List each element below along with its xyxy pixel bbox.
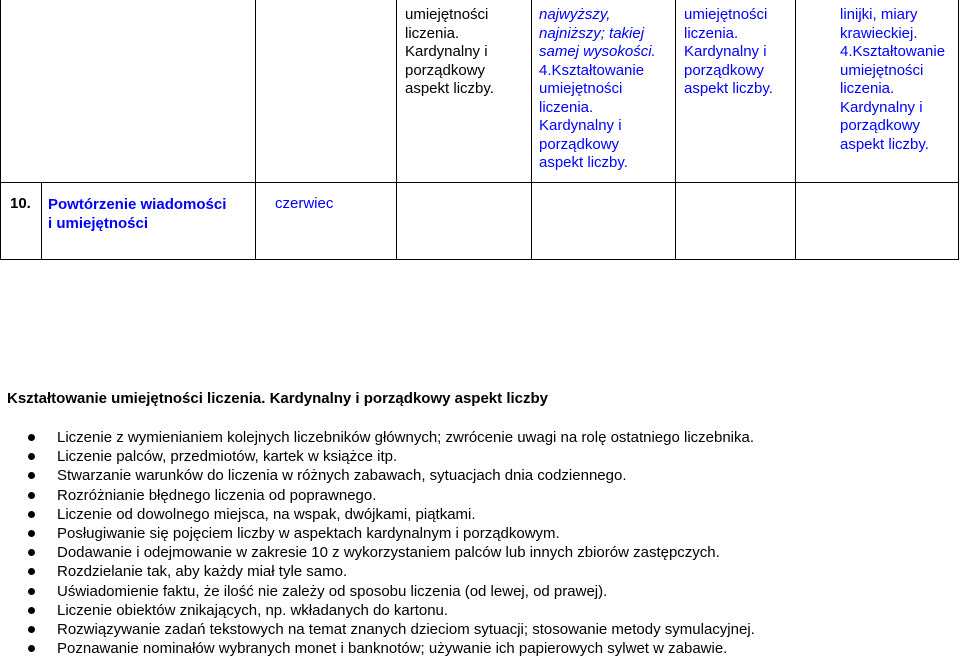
table-divider-6	[795, 0, 796, 260]
row-month: czerwiec	[275, 195, 334, 212]
list-item: Stwarzanie warunków do liczenia w różnych zabawach, sytuacjach dnia codziennego.	[0, 466, 755, 485]
list-item: Rozróżnianie błędnego liczenia od poprawnego.	[0, 486, 755, 505]
list-item: Rozdzielanie tak, aby każdy miał tyle samo.	[0, 562, 755, 581]
table-border-left	[0, 0, 1, 260]
section-title: Kształtowanie umiejętności liczenia. Kardynalny i porządkowy aspekt liczby	[7, 390, 548, 407]
bullet-icon	[28, 492, 35, 499]
bullet-icon	[28, 588, 35, 595]
bullet-icon	[28, 472, 35, 479]
table-divider-2	[255, 0, 256, 260]
list-item: Liczenie z wymienianiem kolejnych liczebników głównych; zwrócenie uwagi na rolę ostatniego liczebnika.	[0, 428, 755, 447]
table-cell-col1: umiejętności liczenia. Kardynalny i porządkowy aspekt liczby.	[405, 6, 494, 97]
list-item: Liczenie obiektów znikających, np. wkładanych do kartonu.	[0, 601, 755, 620]
list-item: Liczenie od dowolnego miejsca, na wspak, dwójkami, piątkami.	[0, 505, 755, 524]
bullet-icon	[28, 549, 35, 556]
table-divider-4	[531, 0, 532, 260]
list-item: Rozwiązywanie zadań tekstowych na temat znanych dzieciom sytuacji; stosowanie metody symulacyjnej.	[0, 620, 755, 639]
bullet-icon	[28, 434, 35, 441]
table-cell-col4: linijki, miary krawieckiej. 4.Kształtowanie umiejętności liczenia. Kardynalny i porządkowy aspekt liczby.	[840, 6, 946, 153]
table-cell-col3: umiejętności liczenia. Kardynalny i porządkowy aspekt liczby.	[684, 6, 773, 97]
bullet-icon	[28, 530, 35, 537]
bullet-list	[0, 428, 755, 658]
list-item: Posługiwanie się pojęciem liczby w aspektach kardynalnym i porządkowym.	[0, 524, 755, 543]
table-border-right	[958, 0, 959, 260]
row-number: 10.	[10, 195, 31, 212]
bullet-icon	[28, 626, 35, 633]
bullet-icon	[28, 453, 35, 460]
list-item: Uświadomienie faktu, że ilość nie zależy od sposobu liczenia (od lewej, od prawej).	[0, 582, 755, 601]
list-item: Liczenie palców, przedmiotów, kartek w książce itp.	[0, 447, 755, 466]
table-divider-5	[675, 0, 676, 260]
bullet-icon	[28, 607, 35, 614]
table-cell-col2: najwyższy, najniższy; takiej samej wysokości. 4.Kształtowanie umiejętności liczenia. Kardynalny i porządkowy aspekt liczby.	[539, 6, 656, 171]
list-item: Poznawanie nominałów wybranych monet i banknotów; używanie ich papierowych sylwet w zabawie.	[0, 639, 755, 658]
table-bottom-border	[0, 259, 959, 260]
table-divider-1	[41, 183, 42, 260]
bullet-icon	[28, 511, 35, 518]
bullet-icon	[28, 645, 35, 652]
table-row-separator	[0, 182, 959, 183]
table-divider-3	[396, 0, 397, 260]
list-item: Dodawanie i odejmowanie w zakresie 10 z wykorzystaniem palców lub innych zbiorów zastępczych.	[0, 543, 755, 562]
row-topic: Powtórzenie wiadomości i umiejętności	[48, 196, 227, 232]
bullet-icon	[28, 568, 35, 575]
